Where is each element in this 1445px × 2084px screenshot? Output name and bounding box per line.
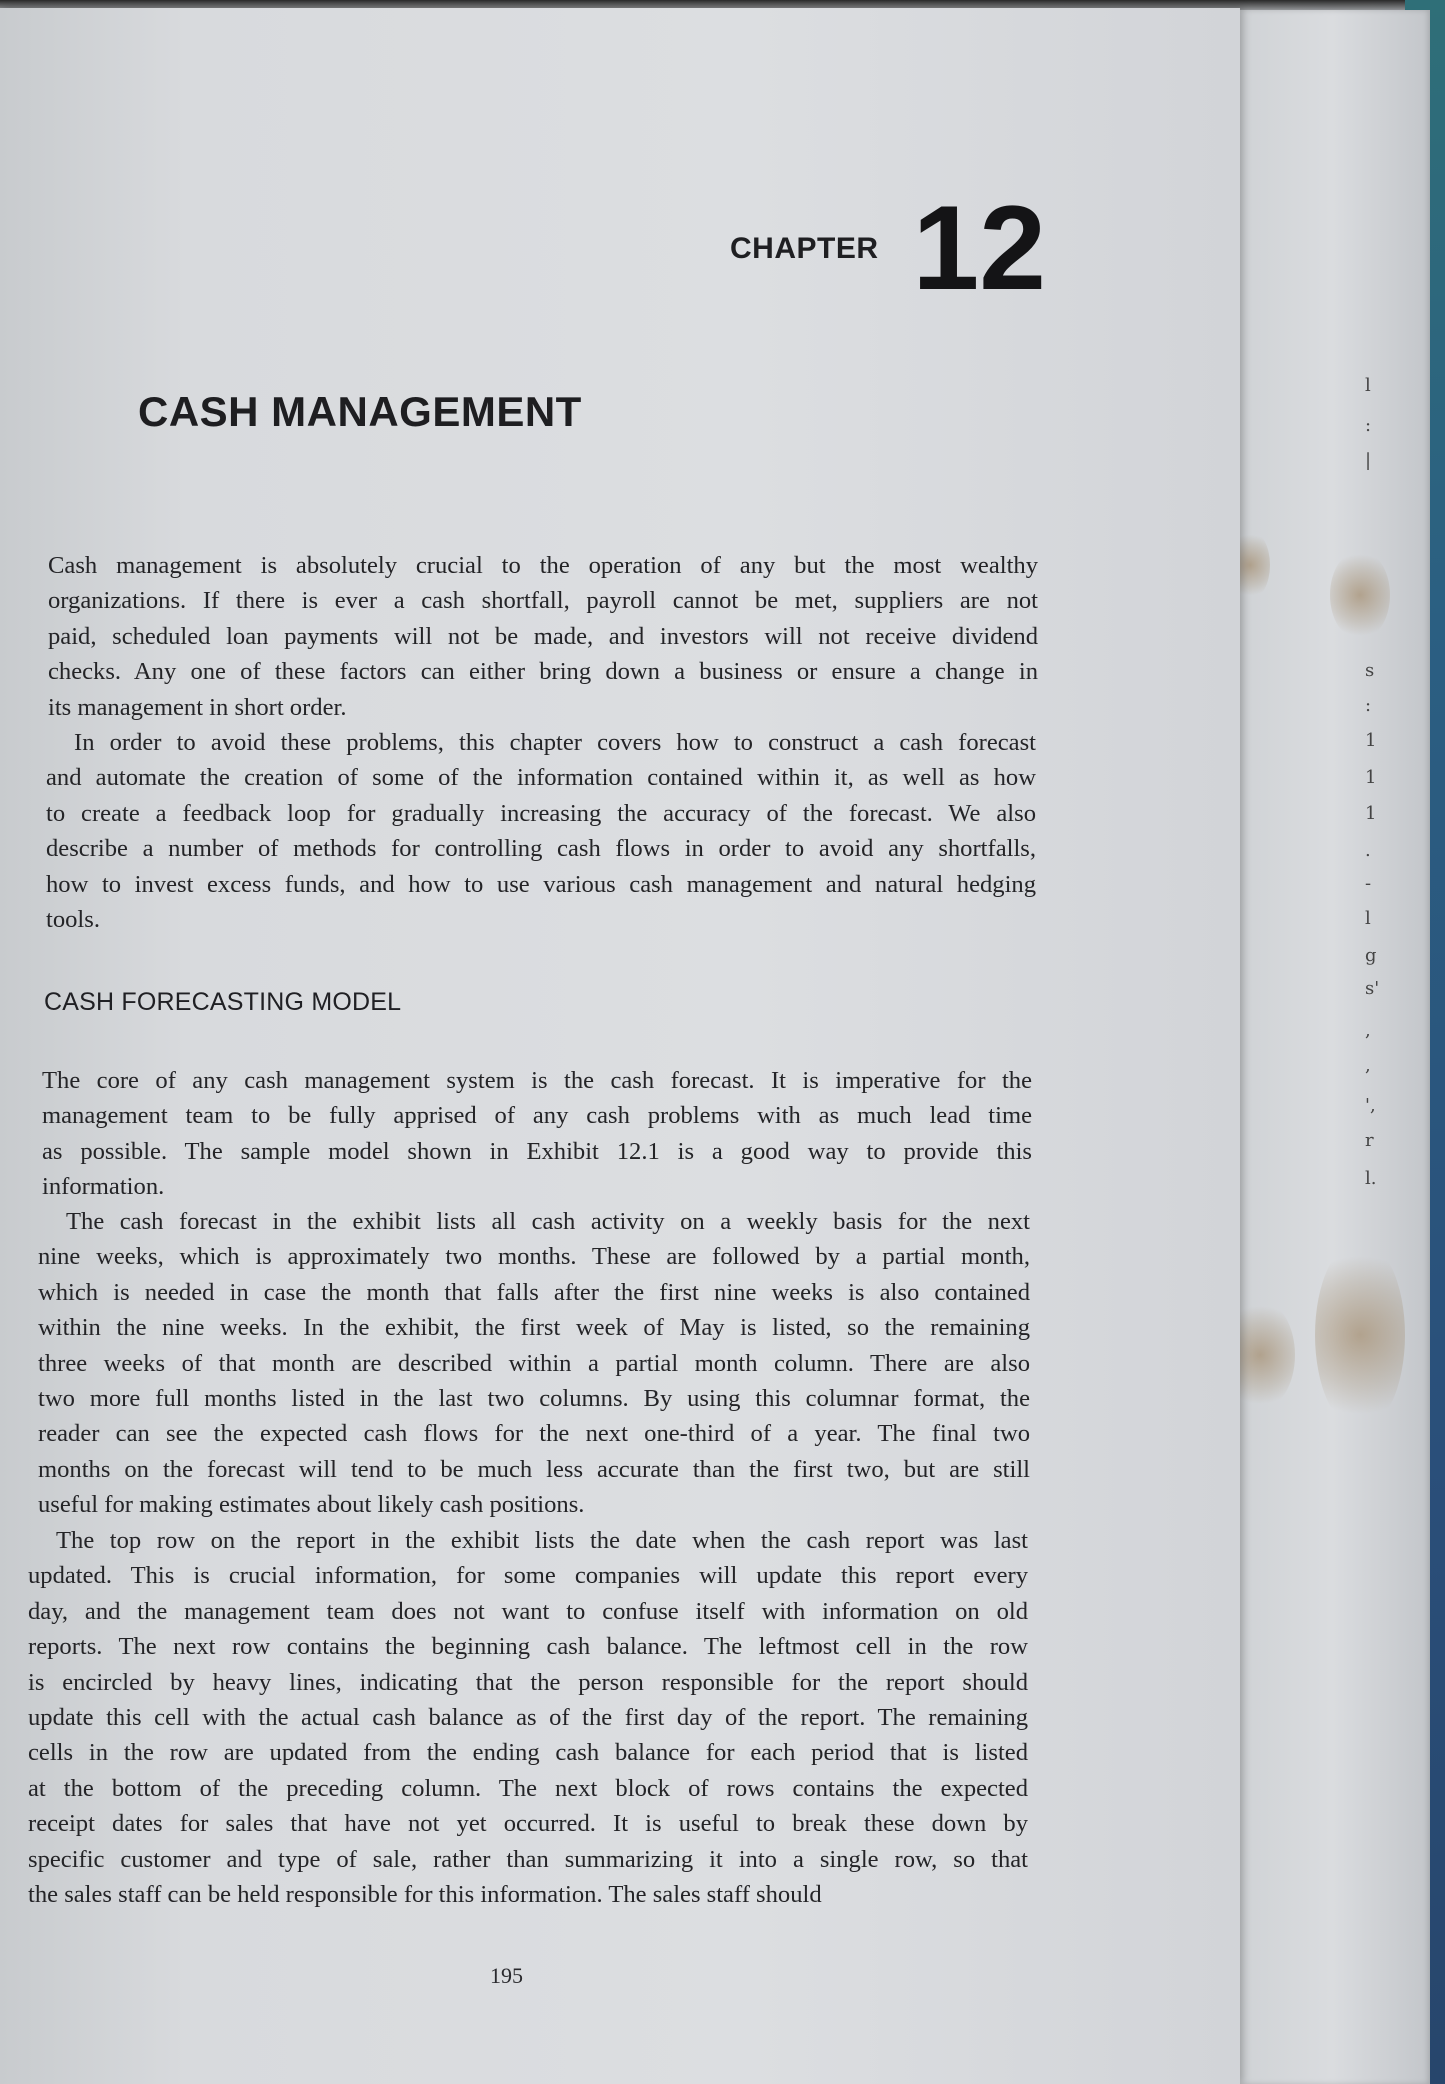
text-line: and automate the creation of some of the information contained within it, as well as how [46, 764, 1036, 792]
intro-paragraph-2 [46, 725, 1036, 937]
facing-page-mark: r [1365, 1130, 1374, 1151]
chapter-label: CHAPTER [730, 232, 879, 265]
text-line: checks. Any one of these factors can either bring down a business or ensure a change in [48, 658, 1038, 686]
text-line: its management in short order. [48, 693, 347, 721]
text-line: within the nine weeks. In the exhibit, the first week of May is listed, so the remaining [38, 1314, 1030, 1342]
page-stain [1330, 550, 1390, 640]
facing-page-mark: l [1365, 375, 1371, 396]
text-line: day, and the management team does not want to confuse itself with information on old [28, 1597, 1028, 1625]
text-line: The cash forecast in the exhibit lists all cash activity on a weekly basis for the next [66, 1208, 1030, 1235]
model-paragraph-3 [28, 1523, 1028, 1912]
text-line: paid, scheduled loan payments will not be made, and investors will not receive dividend [48, 622, 1038, 650]
facing-page-mark: 1 [1365, 767, 1377, 788]
text-line: update this cell with the actual cash balance as of the first day of the report. The remaining [28, 1704, 1028, 1732]
facing-page-mark: : [1365, 415, 1372, 436]
text-line: reports. The next row contains the beginning cash balance. The leftmost cell in the row [28, 1633, 1028, 1661]
model-paragraph-2 [38, 1204, 1030, 1523]
facing-page-mark: : [1365, 695, 1372, 716]
facing-page [1235, 10, 1430, 2084]
text-line: at the bottom of the preceding column. The next block of rows contains the expected [28, 1774, 1028, 1802]
intro-paragraph-1 [48, 548, 1038, 725]
text-line: reader can see the expected cash flows for the next one-third of a year. The final two [38, 1420, 1030, 1448]
text-line: nine weeks, which is approximately two months. These are followed by a partial month, [38, 1243, 1030, 1271]
text-line: describe a number of methods for controlling cash flows in order to avoid any shortfalls, [46, 835, 1036, 863]
text-line: organizations. If there is ever a cash shortfall, payroll cannot be met, suppliers are not [48, 587, 1038, 615]
text-line: how to invest excess funds, and how to use various cash management and natural hedging [46, 870, 1036, 898]
facing-page-mark: s [1365, 660, 1375, 681]
text-line: is encircled by heavy lines, indicating that the person responsible for the report should [28, 1668, 1028, 1696]
facing-page-mark: ', [1365, 1095, 1376, 1116]
text-line: specific customer and type of sale, rather than summarizing it into a single row, so that [28, 1845, 1028, 1873]
text-line: months on the forecast will tend to be much less accurate than the first two, but are still [38, 1455, 1030, 1483]
text-line: The top row on the report in the exhibit lists the date when the cash report was last [56, 1527, 1028, 1554]
text-line: useful for making estimates about likely cash positions. [38, 1491, 585, 1519]
text-line: updated. This is crucial information, for some companies will update this report every [28, 1562, 1028, 1590]
text-line: information. [42, 1173, 165, 1201]
chapter-heading [730, 178, 1046, 315]
text-line: The core of any cash management system is the cash forecast. It is imperative for the [42, 1067, 1032, 1094]
facing-page-mark: - [1365, 873, 1372, 894]
text-line: receipt dates for sales that have not yet occurred. It is useful to break these down by [28, 1810, 1028, 1838]
book-page [0, 8, 1240, 2084]
page-stain [1315, 1240, 1405, 1430]
text-line: which is needed in case the month that falls after the first nine weeks is also contained [38, 1278, 1030, 1306]
text-line: as possible. The sample model shown in Exhibit 12.1 is a good way to provide this [42, 1137, 1032, 1165]
text-line: to create a feedback loop for gradually increasing the accuracy of the forecast. We also [46, 799, 1036, 827]
facing-page-mark: 1 [1365, 730, 1377, 751]
section-heading: CASH FORECASTING MODEL [44, 988, 402, 1016]
text-line: In order to avoid these problems, this chapter covers how to construct a cash forecast [74, 729, 1036, 756]
chapter-title: CASH MANAGEMENT [138, 388, 582, 435]
facing-page-mark: 1 [1365, 803, 1377, 824]
text-line: management team to be fully apprised of any cash problems with as much lead time [42, 1102, 1032, 1130]
facing-page-mark: g [1365, 945, 1377, 966]
text-line: two more full months listed in the last two columns. By using this columnar format, the [38, 1385, 1030, 1413]
text-line: cells in the row are updated from the ending cash balance for each period that is listed [28, 1739, 1028, 1767]
page-number: 195 [490, 1963, 523, 1988]
facing-page-mark: s' [1365, 978, 1380, 999]
facing-page-mark: , [1365, 1055, 1371, 1076]
text-line: tools. [46, 906, 100, 934]
facing-page-mark: l [1365, 908, 1371, 929]
chapter-number: 12 [912, 181, 1046, 315]
facing-page-mark: l. [1365, 1168, 1377, 1189]
facing-page-mark: , [1365, 1020, 1371, 1041]
text-line: the sales staff can be held responsible for this information. The sales staff should [28, 1881, 822, 1909]
facing-page-mark: . [1365, 840, 1371, 861]
facing-page-mark: | [1365, 450, 1372, 471]
model-paragraph-1 [42, 1063, 1032, 1205]
text-line: three weeks of that month are described within a partial month column. There are also [38, 1349, 1030, 1377]
text-line: Cash management is absolutely crucial to the operation of any but the most wealthy [48, 552, 1038, 579]
